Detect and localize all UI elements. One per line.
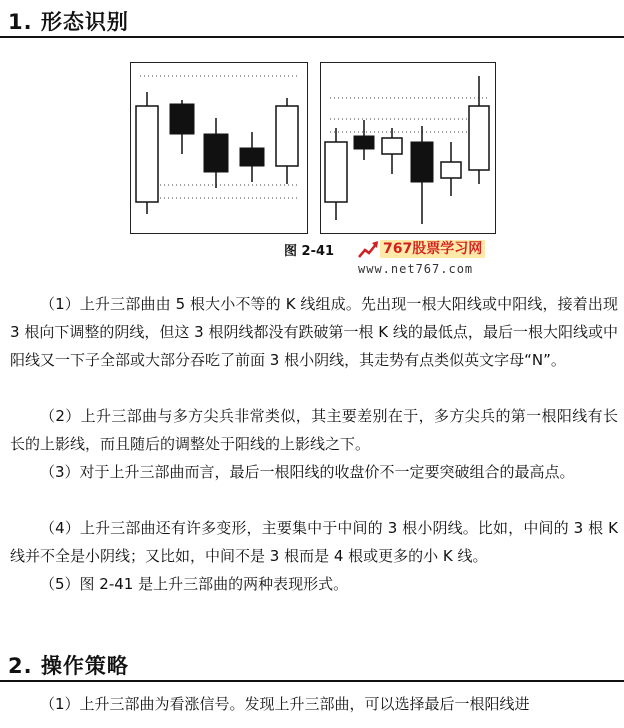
candle-1 <box>325 128 347 220</box>
watermark-brand: 767股票学习网 <box>380 240 485 258</box>
candle-2 <box>354 120 374 160</box>
section-title: 2. 操作策略 <box>8 654 129 678</box>
candle-5 <box>441 142 461 196</box>
candle-3 <box>382 128 402 174</box>
trend-arrow-icon <box>358 240 380 260</box>
candle-4 <box>411 126 433 224</box>
watermark-url: www.net767.com <box>358 262 474 276</box>
section-heading-1 <box>0 4 624 38</box>
figure-caption: 图 2-41 <box>284 244 335 259</box>
chart-svg-left <box>130 62 308 234</box>
candlestick-chart-right <box>320 62 496 234</box>
candle-2 <box>170 100 194 154</box>
heading-rule <box>0 680 624 682</box>
chart-svg-right <box>320 62 496 234</box>
candle-6 <box>469 76 489 184</box>
paragraph: （3）对于上升三部曲而言，最后一根阳线的收盘价不一定要突破组合的最高点。 <box>40 463 575 481</box>
section-heading-2 <box>0 648 624 682</box>
candle-4 <box>240 132 264 182</box>
paragraph: （2）上升三部曲与多方尖兵非常类似，其主要差别在于，多方尖兵的第一根阳线有长长的上影线，而且随后的调整处于阳线的上影线之下。 <box>10 407 618 453</box>
paragraph: （1）上升三部曲为看涨信号。发现上升三部曲，可以选择最后一根阳线进 <box>40 695 530 713</box>
candle-3 <box>204 118 228 188</box>
paragraph: （1）上升三部曲由 5 根大小不等的 K 线组成。先出现一根大阳线或中阳线，接着出现 3 根向下调整的阴线，但这 3 根阴线都没有跌破第一根 K 线的最低点，最后一根大阳线或中阳线又一下子全部或大部分吞吃了前面 3 根小阴线，其走势有点类似英文字母“N”。 <box>10 295 618 369</box>
candle-1 <box>136 92 158 214</box>
paragraph: （5）图 2-41 是上升三部曲的两种表现形式。 <box>40 575 349 593</box>
heading-rule <box>0 36 624 38</box>
candlestick-chart-left <box>130 62 308 234</box>
paragraph: （4）上升三部曲还有许多变形，主要集中于中间的 3 根小阴线。比如，中间的 3 根 K 线并不全是小阴线；又比如，中间不是 3 根而是 4 根或更多的小 K 线。 <box>10 519 618 565</box>
section-title: 1. 形态识别 <box>8 10 129 34</box>
candle-5 <box>276 98 298 184</box>
